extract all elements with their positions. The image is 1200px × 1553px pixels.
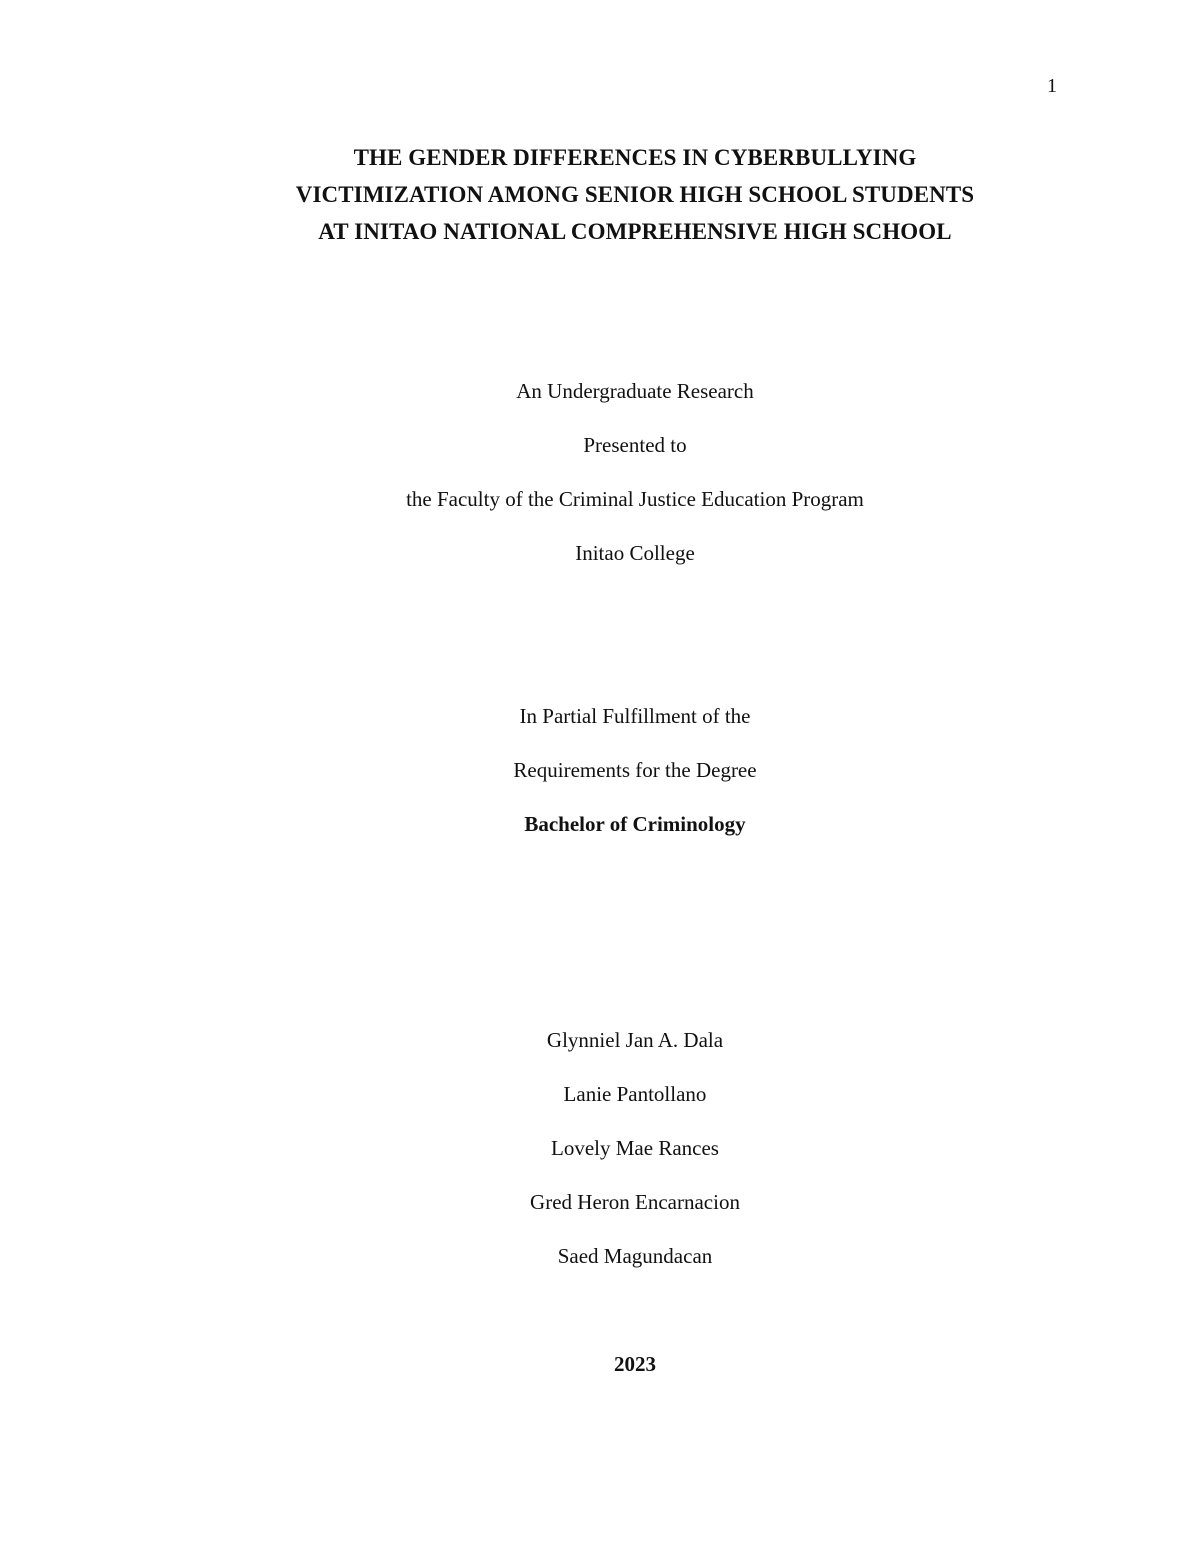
author-2: Lanie Pantollano <box>563 1082 707 1106</box>
fulfillment-line-2: Requirements for the Degree <box>513 758 757 782</box>
presented-to: Presented to <box>583 433 687 457</box>
page-number: 1 <box>1047 75 1057 97</box>
title-line-2: VICTIMIZATION AMONG SENIOR HIGH SCHOOL STUDENTS <box>295 182 975 207</box>
author-1: Glynniel Jan A. Dala <box>546 1028 724 1052</box>
title-line-1: THE GENDER DIFFERENCES IN CYBERBULLYING <box>353 145 917 170</box>
author-5: Saed Magundacan <box>557 1244 713 1268</box>
faculty-program: the Faculty of the Criminal Justice Education Program <box>406 487 864 511</box>
research-type: An Undergraduate Research <box>516 379 754 403</box>
degree-name: Bachelor of Criminology <box>524 812 746 836</box>
title-line-3: AT INITAO NATIONAL COMPREHENSIVE HIGH SCHOOL <box>318 219 952 244</box>
author-3: Lovely Mae Rances <box>551 1136 719 1160</box>
author-4: Gred Heron Encarnacion <box>530 1190 740 1214</box>
fulfillment-line-1: In Partial Fulfillment of the <box>519 704 751 728</box>
year: 2023 <box>614 1352 656 1376</box>
college-name: Initao College <box>575 541 695 565</box>
